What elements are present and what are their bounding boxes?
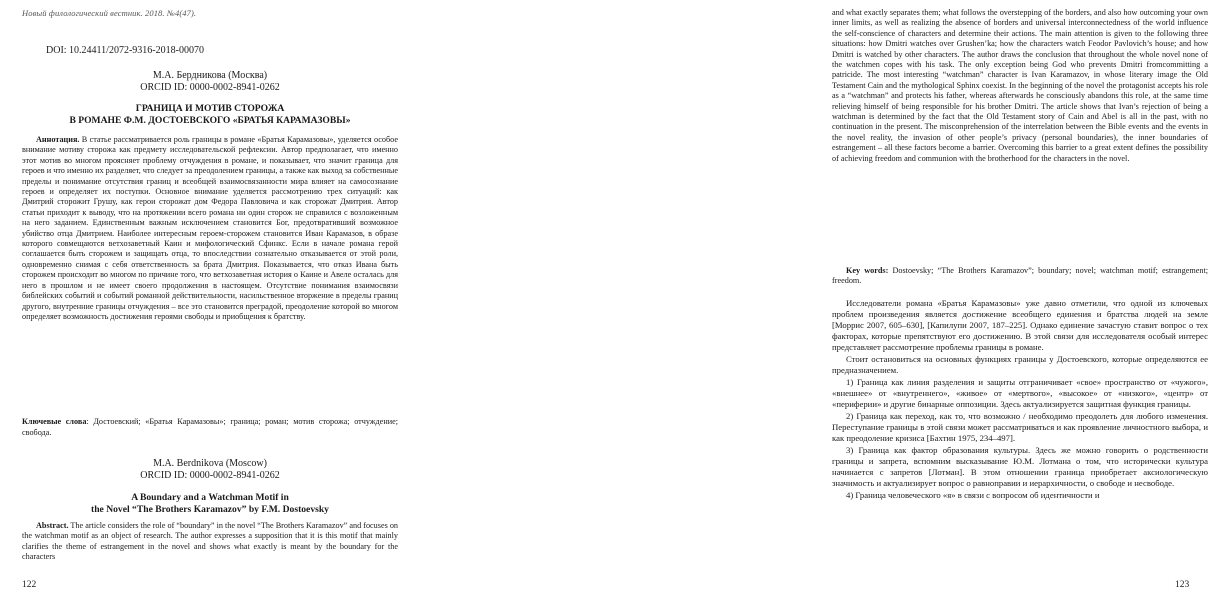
body-text bbox=[832, 298, 1208, 502]
title-en-line-2: the Novel “The Brothers Karamazov” by F.M. Dostoevsky bbox=[91, 504, 329, 515]
page-number-right: 123 bbox=[1175, 580, 1190, 590]
right-page bbox=[410, 0, 1208, 609]
title-ru-line-2: В РОМАНЕ Ф.М. ДОСТОЕВСКОГО «БРАТЬЯ КАРАМАЗОВЫ» bbox=[69, 115, 351, 126]
orcid-ru: ORCID ID: 0000-0002-8941-0262 bbox=[140, 82, 280, 93]
keywords-en-text: Dostoevsky; “The Brothers Karamazov”; boundary; novel; watchman motif; estrangement; freedom. bbox=[832, 266, 1208, 286]
left-page bbox=[0, 0, 410, 609]
orcid-en: ORCID ID: 0000-0002-8941-0262 bbox=[140, 470, 280, 481]
title-ru-line-1: ГРАНИЦА И МОТИВ СТОРОЖА bbox=[135, 103, 285, 114]
abstract-ru-label: Аннотация. bbox=[36, 135, 80, 144]
body-paragraph: 1) Граница как линия разделения и защиты отграничивает «свое» пространство от «чужого», «внешнее» от «внутреннего», «живое» от «мертвого», «высокое» от «низкого», «центр» от «периферии» и другие бинарные оппозиции. Здесь актуализируется защитная функция границы. bbox=[832, 377, 1208, 409]
journal-header: Новый филологический вестник. 2018. №4(47). bbox=[22, 8, 197, 18]
body-paragraph: Исследователи романа «Братья Карамазовы» уже давно отметили, что одной из ключевых проблем произведения является достижение всеобщего единения и братства людей на земле [Моррис 2007, 605–630], [Капилупи 2007, 187–225]. Однако единение зачастую ставит вопрос о тех факторах, которые препятствуют его достижению. В этой связи для исследователя особый интерес представляет рассмотрение проблемы границы в романе. bbox=[832, 298, 1208, 352]
article-title-ru bbox=[22, 103, 398, 127]
keywords-en bbox=[832, 266, 1208, 287]
author-name-ru: М.А. Бердникова (Москва) bbox=[152, 70, 268, 81]
abstract-en-continued: and what exactly separates them; what follows the overstepping of the borders, and also how outcoming your own inner limits, as well as realizing the absence of borders and universal interconnectedness of the world influence the self-conscience of characters and determine their actions. The main attention is given to the following three situations: how Dmitri watches over Grushen’ka; how the characters watch Feodor Pavlovich’s house; and how Dmitri is watched by other characters. The author draws the conclusion that throughout the whole novel none of the watchmen copes with his task. The only exception being God who prevents Dmitri fromcommitting a patricide. The most interesting “watchman” character is Ivan Karamazov, in whose literary image the Old Testament Cain and the mythological Sphinx coexist. In the beginning of the novel the protagonist accepts his role as a “watchman” and protects his father, whereas afterwards he consciously abandons this role, at the same time relieving himself of being responsible for his brother Dmitri. The article shows that Ivan’s rejection of being a watchman is determined by the fact that the Old Testament story of Cain and Abel is all in the past, with no continuation in the present. The misconprehension of the interrelation between the Bible events and the events in the novel reality, the invasion of other people’s privacy (personal boundaries), the inner boundaries of estrangement – all these factors become a barrier. Overcoming this barrier to a great extent defines the possibility of achieving freedom and communion with the brotherhood for the characters in the novel. bbox=[832, 8, 1208, 163]
body-paragraph: Стоит остановиться на основных функциях границы у Достоевского, которые определяются ее предназначением. bbox=[832, 354, 1208, 375]
keywords-en-label: Key words: bbox=[846, 266, 889, 275]
keywords-ru bbox=[22, 409, 398, 446]
abstract-en bbox=[22, 521, 398, 563]
author-block-en bbox=[22, 458, 398, 482]
body-paragraph: 4) Граница человеческого «я» в связи с вопросом об идентичности и bbox=[846, 490, 1100, 500]
abstract-en-label: Abstract. bbox=[36, 521, 69, 530]
body-paragraph: 3) Граница как фактор образования культуры. Здесь же можно говорить о родственности границы и запрета, вспомним высказывание Ю.М. Лотмана о том, что исторически культура начинается с запретов [Лотман]. В этом отношении граница приобретает аксиологическую значимость и актуализирует вопрос о равноправии и иерархичности, о свободе и несвободе. bbox=[832, 445, 1208, 488]
abstract-ru-text: В статье рассматривается роль границы в романе «Братья Карамазовы», уделяется особое внимание мотиву сторожа как предмету исследовательской рефлексии. Автор предполагает, что именно этот мотив во многом проясняет проблему отчуждения в романе, и показывает, что значит граница для героев и что именно их разделяет, что следует за преодолением границы, а также как выход за собственные пределы и понимание отсутствия границ и всеобщей взаимосвязанности мира влияет на самосознание героев и определяет их поступки. Основное внимание уделяется рассмотрению трех ситуаций: как Дмитрий сторожит Грушу, как герои сторожат дом Федора Павловича и как сторожат Дмитрия. Автор статьи приходит к выводу, что на протяжении всего романа ни один сторож не справился с возложенным на него заданием. Единственным важным исключением становится Бог, предотвративший возможное убийство отца Дмитрием. Наиболее интересным героем-сторожем становится Иван Карамазов, в образе которого совмещаются ветхозаветный Каин и мифологический Сфинкс. Если в начале романа герой соглашается быть сторожем и защищать отца, то впоследствии сознательно отказывается от этой роли, одновременно снимая с себя ответственность за брата Дмитрия. Показывается, что отказ Ивана быть сторожем происходит во многом по причине того, что ветхозаветная история о Каине и Авеле осталась для него в прошлом и не имеет своего продолжения в настоящем. Отсутствие понимания взаимосвязи библейских событий и событий романной действительности, насильственное вторжение в пределы границ другого, внутренние границы отчуждения – все это становится преградой, преодоление которой во многом определяет возможность достижения героями свободы и приобщения к братству. bbox=[22, 135, 398, 321]
page-number-left: 122 bbox=[22, 580, 37, 590]
doi: DOI: 10.24411/2072-9316-2018-00070 bbox=[46, 45, 204, 56]
author-name-en: M.A. Berdnikova (Moscow) bbox=[153, 458, 267, 469]
abstract-ru bbox=[22, 135, 398, 322]
title-en-line-1: A Boundary and a Watchman Motif in bbox=[131, 492, 289, 503]
article-title-en bbox=[22, 492, 398, 516]
keywords-ru-label: Ключевые слова bbox=[22, 417, 87, 427]
abstract-en-text: The article considers the role of “boundary” in the novel “The Brothers Karamazov” and focuses on the watchman motif as an object of research. The author expresses a supposition that it is this motif that mainly clarifies the theme of estrangement in the novel and shows what exactly is meant by the boundary for the characters bbox=[22, 521, 399, 562]
body-paragraph: 2) Граница как переход, как то, что возможно / необходимо преодолеть для любого изменения. Переступание границы в этой связи может рассматриваться и как проявление личностного выбора, и как преодоление кризиса [Бахтин 1975, 234–497]. bbox=[832, 411, 1208, 443]
author-block-ru bbox=[22, 70, 398, 94]
keywords-ru-text: : Достоевский; «Братья Карамазовы»; граница; роман; мотив сторожа; отчуждение; свобода. bbox=[22, 417, 398, 437]
